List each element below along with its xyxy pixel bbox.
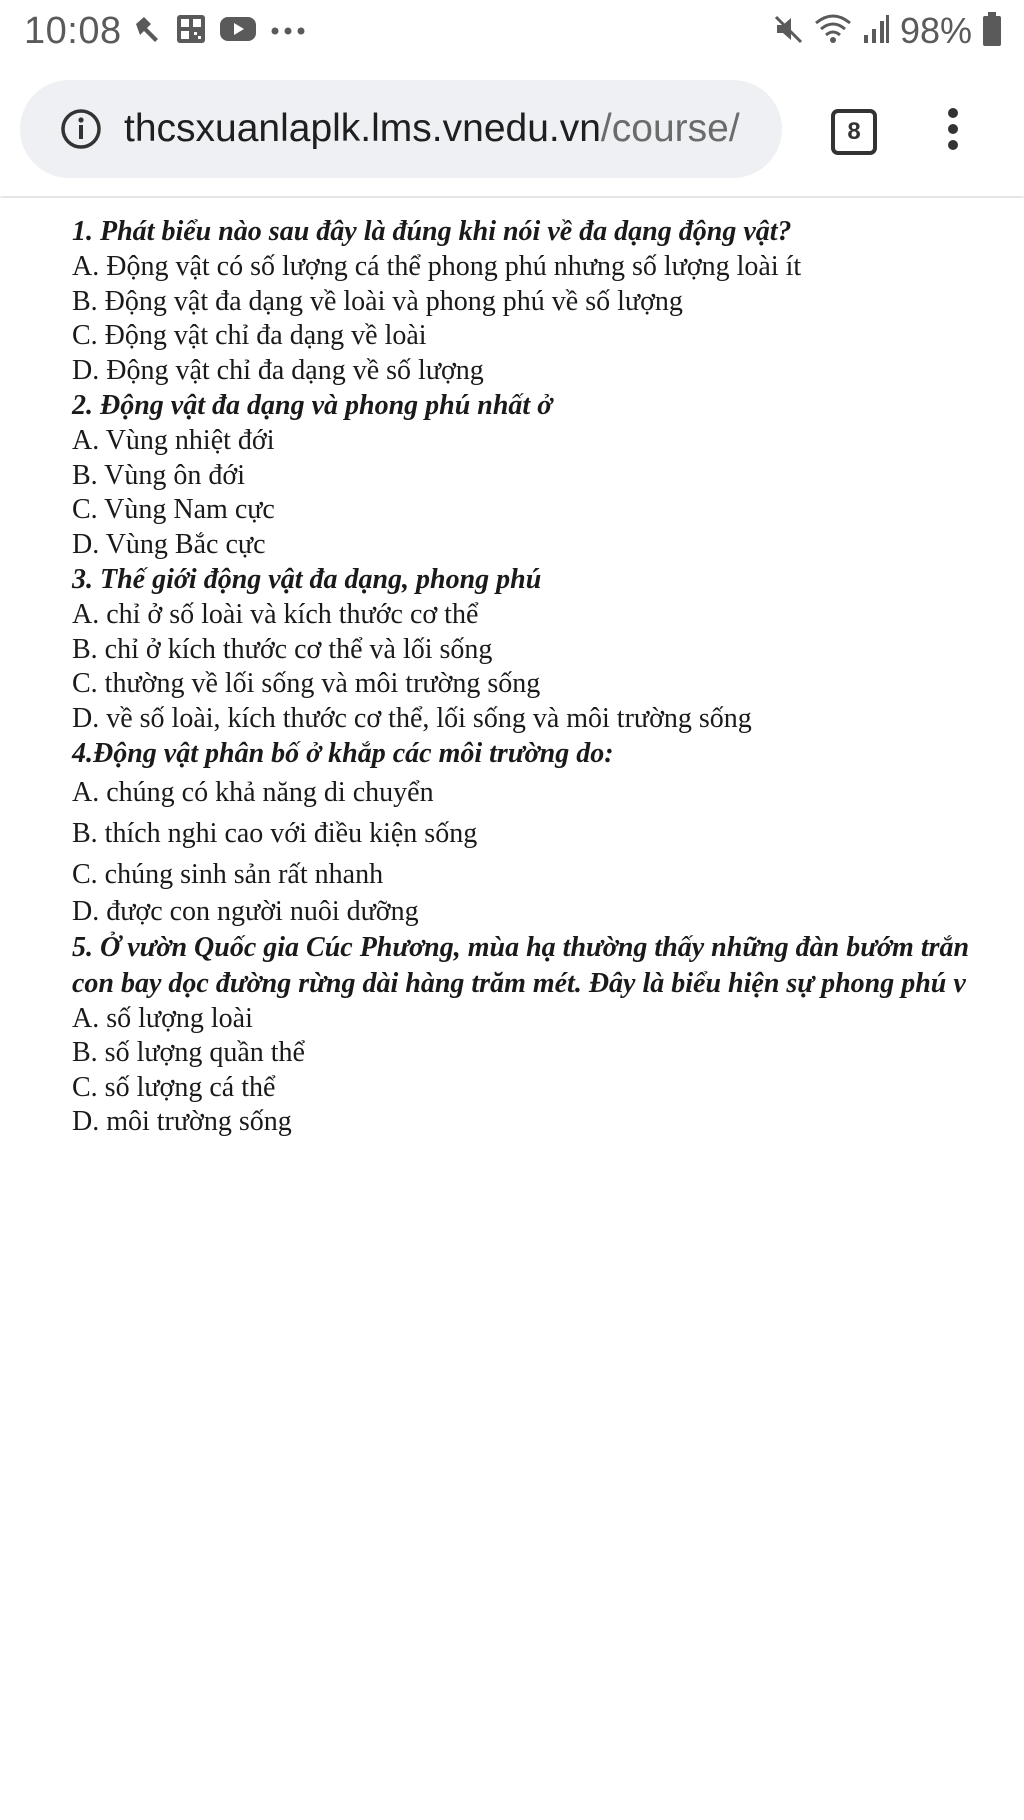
question-4-option-b: B. thích nghi cao với điều kiện sống	[72, 818, 478, 849]
question-5-title: 5. Ở vườn Quốc gia Cúc Phương, mùa hạ thường thấy những đàn bướm trắn	[72, 931, 970, 963]
qr-code-icon	[176, 14, 206, 49]
question-5-title-line2: con bay dọc đường rừng dài hàng trăm mét. Đây là biểu hiện sự phong phú v	[72, 967, 966, 999]
question-2-option-a: A. Vùng nhiệt đới	[72, 425, 275, 456]
question-2-title: 2. Động vật đa dạng và phong phú nhất ở	[72, 390, 553, 421]
question-3-option-c: C. thường về lối sống và môi trường sống	[72, 668, 541, 699]
question-1-title: 1. Phát biểu nào sau đây là đúng khi nói về đa dạng động vật?	[72, 216, 792, 247]
kebab-menu-icon	[936, 106, 970, 152]
tab-count: 8	[847, 118, 861, 145]
url-text[interactable]	[124, 107, 764, 151]
question-2-option-d: D. Vùng Bắc cực	[72, 528, 266, 560]
address-bar[interactable]	[20, 80, 782, 178]
status-time: 10:08	[24, 10, 122, 52]
system-icons	[774, 10, 1002, 52]
question-3-option-b: B. chỉ ở kích thước cơ thể và lối sống	[72, 633, 493, 665]
signal-icon	[862, 13, 890, 50]
tab-switcher-button[interactable]	[831, 109, 877, 155]
youtube-icon	[220, 15, 256, 48]
hammer-icon	[132, 14, 162, 49]
question-5-option-b: B. số lượng quần thể	[72, 1037, 305, 1068]
page-content[interactable]	[0, 198, 1024, 1820]
question-4-option-a: A. chúng có khả năng di chuyển	[72, 777, 434, 808]
more-notifications-icon	[270, 23, 306, 41]
question-3-option-a: A. chỉ ở số loài và kích thước cơ thể	[72, 599, 479, 630]
question-5-option-d: D. môi trường sống	[72, 1106, 292, 1137]
url-domain: thcsxuanlaplk.lms.vnedu.vn	[124, 107, 601, 150]
url-path: /course/	[600, 107, 740, 150]
battery-icon	[982, 12, 1002, 51]
question-3-title: 3. Thế giới động vật đa dạng, phong phú	[72, 564, 542, 595]
battery-percent: 98%	[899, 10, 972, 51]
site-info-icon[interactable]	[60, 108, 102, 150]
question-2-option-b: B. Vùng ôn đới	[72, 459, 245, 491]
status-bar	[0, 0, 1024, 60]
question-1-option-b: B. Động vật đa dạng về loài và phong phú về số lượng	[72, 285, 683, 317]
question-1-option-d: D. Động vật chỉ đa dạng về số lượng	[72, 354, 484, 386]
quiz-document	[72, 214, 1024, 1140]
question-4-option-c: C. chúng sinh sản rất nhanh	[72, 859, 384, 890]
notification-icons	[132, 14, 306, 49]
question-3-option-d: D. về số loài, kích thước cơ thể, lối sống và môi trường sống	[72, 702, 752, 734]
question-1-option-c: C. Động vật chỉ đa dạng về loài	[72, 320, 427, 351]
more-menu-button[interactable]	[936, 106, 970, 152]
question-4-option-d: D. được con người nuôi dưỡng	[72, 896, 419, 927]
question-5-option-c: C. số lượng cá thể	[72, 1071, 276, 1103]
question-2-option-c: C. Vùng Nam cực	[72, 494, 275, 525]
wifi-icon	[814, 13, 852, 50]
question-1-option-a: A. Động vật có số lượng cá thể phong phú nhưng số lượng loài ít	[72, 251, 802, 282]
mute-icon	[774, 13, 804, 50]
question-5-option-a: A. số lượng loài	[72, 1002, 253, 1034]
browser-toolbar	[0, 62, 1024, 196]
question-4-title: 4.Động vật phân bố ở khắp các môi trường do:	[72, 738, 614, 769]
